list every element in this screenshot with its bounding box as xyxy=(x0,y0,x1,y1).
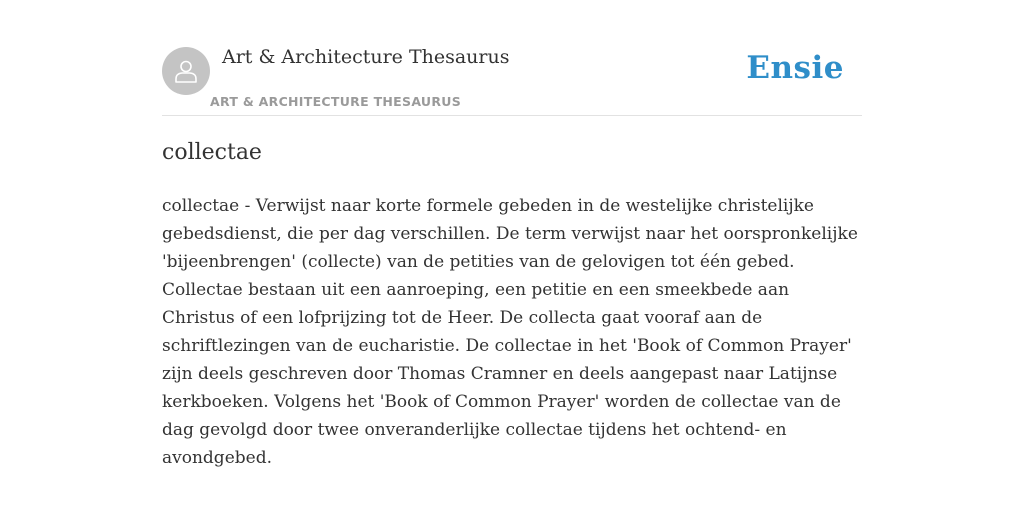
user-icon xyxy=(172,57,200,85)
avatar[interactable] xyxy=(162,47,210,95)
ensie-logo[interactable]: Ensie xyxy=(746,50,844,86)
header xyxy=(162,40,862,116)
page-title: collectae xyxy=(162,140,262,165)
source-label[interactable]: ART & ARCHITECTURE THESAURUS xyxy=(210,94,462,109)
definition-text: collectae - Verwijst naar korte formele gebeden in de westelijke christelijke gebedsdienst, die per dag verschillen. De term verwijst naar het oorspronkelijke 'bijeenbrengen' (collecte) van de petities van de gelovigen tot één gebed. Collectae bestaan uit een aanroeping, een petitie en een smeekbede aan Christus of een lofprijzing tot de Heer. De collecta gaat vooraf aan de schriftlezingen van de eucharistie. De collectae in het 'Book of Common Prayer' zijn deels geschreven door Thomas Cramner en deels aangepast naar Latijnse kerkboeken. Volgens het 'Book of Common Prayer' worden de collectae van de dag gevolgd door twee onveranderlijke collectae tijdens het ochtend- en avondgebed. xyxy=(162,196,858,468)
author-name[interactable]: Art & Architecture Thesaurus xyxy=(222,46,510,68)
